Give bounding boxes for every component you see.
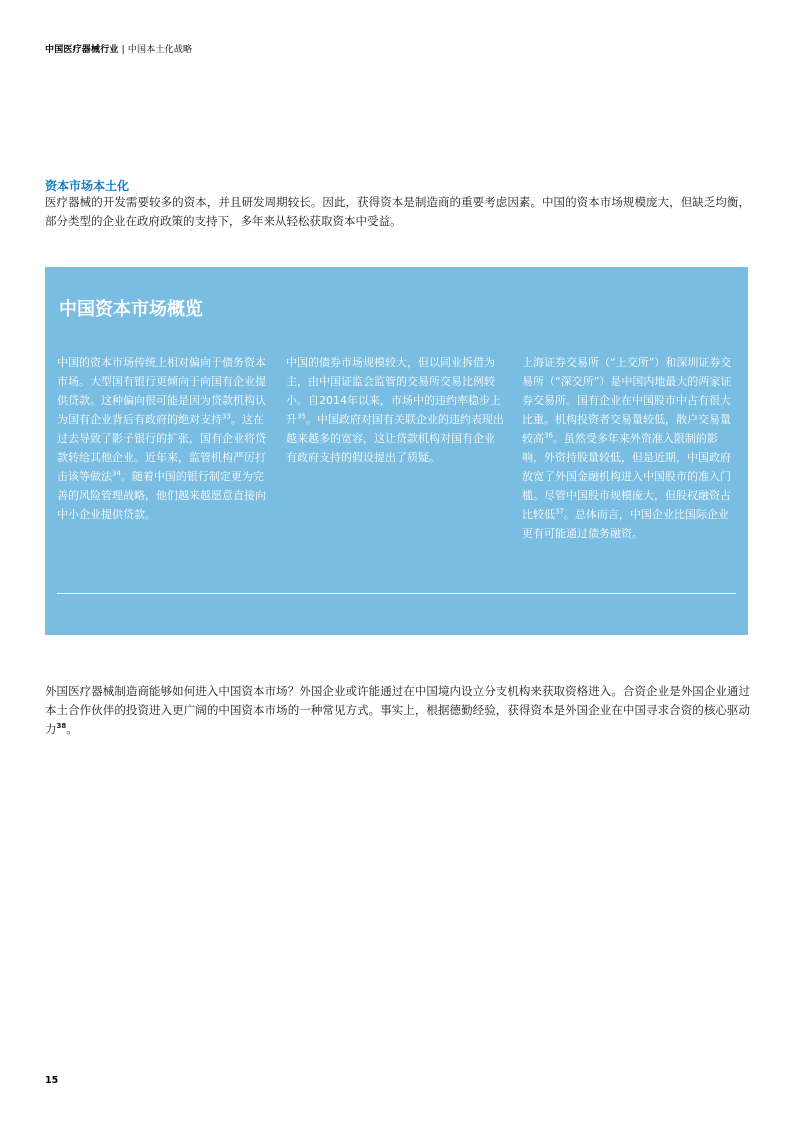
col2-text-1: 中国的债券市场规模较大，但以同业拆借为主，由中国证监会监管的交易所交易比例较小。自2014年以来，市场中的违约率稳步上升 xyxy=(286,356,501,426)
col3-text-2: 。虽然受多年来外资准入限制的影响，外资持股量较低，但是近期，中国政府放宽了外国金融机构进入中国股市的准入门槛。尽管中国股市规模庞大，但股权融资占比较低 xyxy=(522,432,731,521)
header-separator: | xyxy=(121,45,125,55)
col3-text-3: 。总体而言，中国企业比国际企业更有可能通过债务融资。 xyxy=(522,508,729,540)
footnote-ref-33: 33 xyxy=(222,412,231,421)
footnote-ref-37: 37 xyxy=(555,507,564,516)
header-subtitle: 中国本土化战略 xyxy=(127,45,193,55)
col1-text-1: 中国的资本市场传统上相对偏向于债务资本市场。大型国有银行更倾向于向国有企业提供贷款。这种偏向很可能是因为贷款机构认为国有企业背后有政府的绝对支持 xyxy=(57,356,266,426)
box-column-stock-market xyxy=(522,353,736,543)
box-title: 中国资本市场概览 xyxy=(59,299,203,320)
closing-paragraph xyxy=(45,682,750,739)
footnote-ref-38: 38 xyxy=(56,722,67,731)
header-title: 中国医疗器械行业 xyxy=(45,45,119,55)
box-column-debt-market xyxy=(57,353,269,524)
running-header xyxy=(45,42,192,55)
capital-market-overview-box xyxy=(45,267,748,635)
col1-text-2: 。这在过去导致了影子银行的扩张，国有企业将贷款转给其他企业。近年来，监管机构严厉打击该等做法 xyxy=(57,413,266,483)
col3-text-1: 上海证券交易所（“上交所”）和深圳证券交易所（“深交所”）是中国内地最大的两家证券交易所。国有企业在中国股市中占有很大比重。机构投资者交易量较低，散户交易量较高 xyxy=(522,356,732,445)
intro-paragraph: 医疗器械的开发需要较多的资本，并且研发周期较长。因此，获得资本是制造商的重要考虑因素。中国的资本市场规模庞大，但缺乏均衡，部分类型的企业在政府政策的支持下，多年来从轻松获取资本中受益。 xyxy=(45,195,750,228)
col2-text-2: 。中国政府对国有关联企业的违约表现出越来越多的宽容，这让贷款机构对国有企业有政府支持的假设提出了质疑。 xyxy=(286,413,504,464)
footnote-ref-36: 36 xyxy=(544,431,553,440)
box-divider xyxy=(57,593,736,594)
col1-text-3: 。随着中国的银行制定更为完善的风险管理战略，他们越来越愿意直接向中小企业提供贷款。 xyxy=(57,470,266,521)
footnote-ref-35: 35 xyxy=(297,412,306,421)
box-column-bond-market xyxy=(286,353,504,467)
section-heading: 资本市场本土化 xyxy=(45,179,130,193)
footnote-ref-34: 34 xyxy=(112,469,121,478)
closing-text-1: 外国医疗器械制造商能够如何进入中国资本市场？外国企业或许能通过在中国境内设立分支机构来获取资格进入。合资企业是外国企业通过本土合作伙伴的投资进入更广阔的中国资本市场的一种常见方式。事实上，根据德勤经验，获得资本是外国企业在中国寻求合资的核心驱动力 xyxy=(45,684,750,736)
page-number: 15 xyxy=(45,1075,59,1086)
closing-text-2: 。 xyxy=(66,722,78,736)
